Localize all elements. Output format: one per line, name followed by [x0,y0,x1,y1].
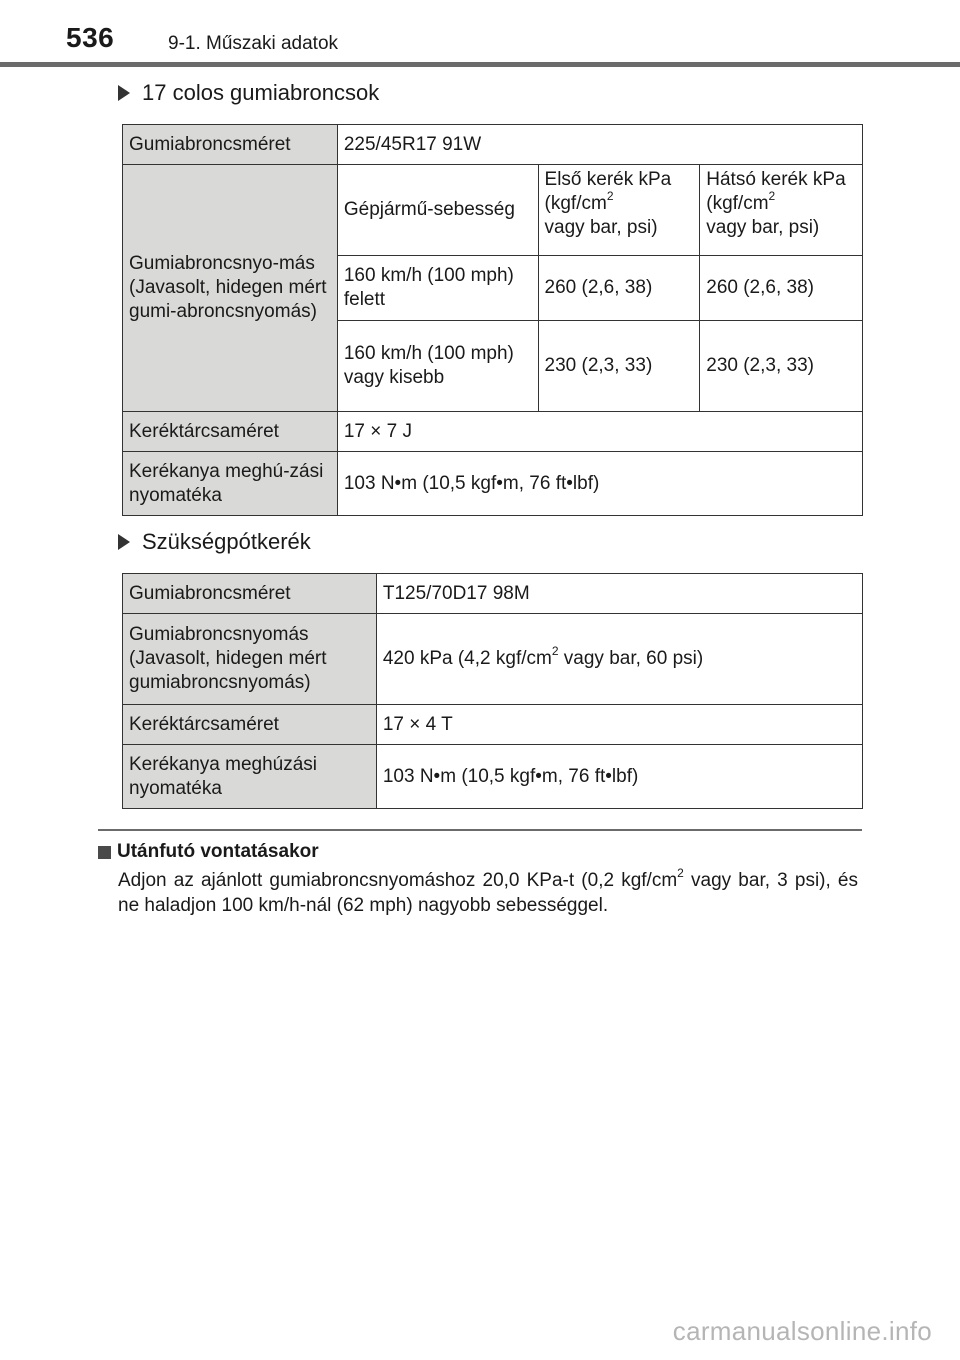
note-title: Utánfutó vontatásakor [117,841,319,862]
rear-wheel-header: Hátsó kerék kPa ($kgf/cm^2$ vagy bar, psi) [700,165,863,256]
note-heading [98,841,319,863]
section-title: Szükségpótkerék [142,529,311,554]
table-row [123,452,863,516]
speed-cell: 160 km/h (100 mph) felett [337,256,538,321]
table-row [123,125,863,165]
rear-pressure-cell: 230 (2,3, 33) [700,321,863,412]
table-row [123,614,863,705]
table-row [123,705,863,745]
table-row [123,412,863,452]
tire-size-value: T125/70D17 98M [376,574,862,614]
chapter-title: 9-1. Műszaki adatok [168,33,339,54]
page-number: 536 [66,22,115,53]
pressure-label: Gumiabroncsnyomás (Javasolt, hidegen mért gumiabroncsnyomás) [123,614,377,705]
torque-value: 103 N•m (10,5 kgf•m, 76 ft•lbf) [337,452,862,516]
tire-size-label: Gumiabroncsméret [123,574,377,614]
note-body: Adjon az ajánlott gumiabroncsnyomáshoz 20,0 KPa-t (0,2 kgf/$cm^2$ vagy bar, 3 psi), és ne haladjon 100 km/h-nál (62 mph) nagyobb sebességgel. [118,865,859,916]
rear-pressure-cell: 260 (2,6, 38) [700,256,863,321]
header-rule [0,62,960,67]
section-heading-spare-tire [118,529,311,555]
rim-size-value: 17 × 4 T [376,705,862,745]
pressure-label: Gumiabroncsnyo-más (Javasolt, hidegen mért gumi-abroncsnyomás) [123,165,338,412]
table-row [123,165,863,256]
square-bullet-icon [98,846,111,859]
triangle-bullet-icon [118,85,130,101]
tire-spec-table-spare [122,573,863,809]
triangle-bullet-icon [118,534,130,550]
rim-size-label: Keréktárcsaméret [123,705,377,745]
table-row [123,745,863,809]
front-pressure-cell: 260 (2,6, 38) [538,256,700,321]
torque-label: Kerékanya meghúzási nyomatéka [123,745,377,809]
tire-size-value: 225/45R17 91W [337,125,862,165]
torque-value: 103 N•m (10,5 kgf•m, 76 ft•lbf) [376,745,862,809]
note-divider [98,829,862,831]
speed-cell: 160 km/h (100 mph) vagy kisebb [337,321,538,412]
rim-size-value: 17 × 7 J [337,412,862,452]
torque-label: Kerékanya meghú-zási nyomatéka [123,452,338,516]
rim-size-label: Keréktárcsaméret [123,412,338,452]
tire-size-label: Gumiabroncsméret [123,125,338,165]
front-pressure-cell: 230 (2,3, 33) [538,321,700,412]
speed-header: Gépjármű-sebesség [337,165,538,256]
section-title: 17 colos gumiabroncsok [142,80,380,105]
section-heading-17-inch [118,80,379,106]
watermark: carmanualsonline.info [672,1316,932,1346]
front-wheel-header: Első kerék kPa ($kgf/cm^2$ vagy bar, psi) [538,165,700,256]
table-row [123,574,863,614]
pressure-value: 420 kPa (4,2 kgf/$cm^2$ vagy bar, 60 psi) [376,614,862,705]
tire-spec-table-17-inch [122,124,863,516]
